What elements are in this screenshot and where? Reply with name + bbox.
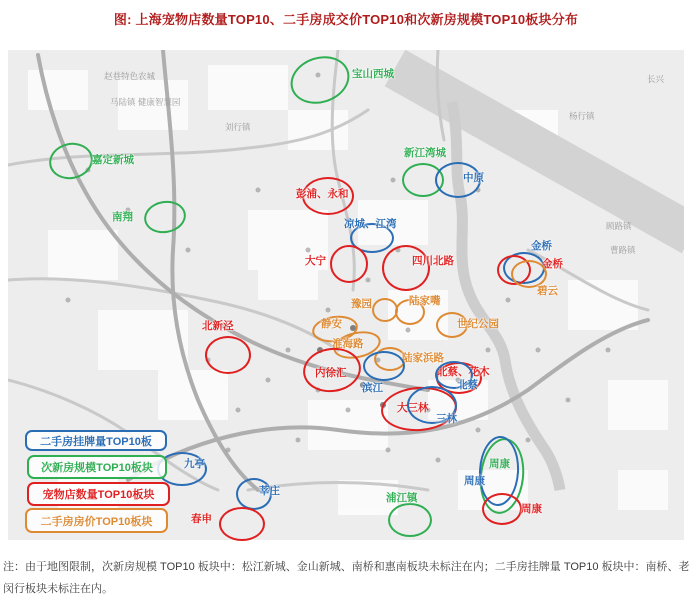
yuyuan-label: 豫园 (351, 298, 372, 310)
legend-orange: 二手房房价TOP10板块 (25, 508, 168, 533)
jiuting-label: 九亭 (184, 458, 205, 470)
legend-green: 次新房规模TOP10板块 (27, 455, 167, 479)
zhoukang-listing-label: 周康 (464, 475, 485, 487)
shanghai-base-map (8, 50, 684, 540)
legend-blue: 二手房挂牌量TOP10板 (25, 430, 167, 451)
beicai-huamu-label: 北蔡、花木 (437, 366, 490, 378)
sanlin-label: 三林 (436, 413, 457, 425)
pujiang-town-label: 浦江镇 (386, 492, 418, 504)
jinqiao-petshop-label: 金桥 (542, 258, 563, 270)
basemap-place-label: 刘行镇 (225, 122, 251, 132)
lujiazui-label: 陆家嘴 (409, 295, 441, 307)
basemap-place-label: 曹路镇 (610, 245, 636, 255)
zhongyuan-label: 中原 (463, 172, 484, 184)
century-park-label: 世纪公园 (457, 318, 499, 330)
sichuan-north-road-label: 四川北路 (412, 255, 454, 267)
jiading-new-town-label: 嘉定新城 (92, 154, 134, 166)
nei-xuhui-label: 内徐汇 (315, 367, 347, 379)
beicai-label: 北蔡 (457, 379, 478, 391)
footnote: 注：由于地图限制，次新房规模 TOP10 板块中：松江新城、金山新城、南桥和惠南板块未标注在内；二手房挂牌量 TOP10 板块中：南桥、老闵行板块未标注在内。 (3, 561, 690, 595)
dasanlin-label: 大三林 (397, 402, 429, 414)
basemap-place-label: 顾路镇 (606, 221, 632, 231)
basemap-place-label: 杨行镇 (569, 111, 595, 121)
nanxiang-label: 南翔 (112, 211, 133, 223)
zhoukang-petshop-label: 周康 (521, 503, 542, 515)
jinqiao-listing-label: 金桥 (531, 240, 552, 252)
xinjiangwan-town-label: 新江湾城 (404, 147, 446, 159)
basemap-place-label: 马陆镇 健康智慧园 (110, 97, 181, 107)
daning-label: 大宁 (305, 255, 326, 267)
zhoukang-newhome-label: 周康 (489, 458, 510, 470)
figure-title: 图: 上海宠物店数量TOP10、二手房成交价TOP10和次新房规模TOP10板块分布 (113, 12, 579, 27)
xinzhuang-label: 莘庄 (259, 485, 280, 497)
chunshen-label: 春申 (191, 513, 212, 525)
jingan-label: 静安 (321, 318, 342, 330)
lujiabang-road-label: 陆家浜路 (402, 352, 444, 364)
liangcheng-jiangwan-label: 凉城、江湾 (344, 218, 397, 230)
legend-red: 宠物店数量TOP10板块 (27, 482, 170, 506)
basemap-place-label: 赵巷特色农城 (104, 71, 156, 81)
binjiang-label: 滨江 (362, 382, 383, 394)
huaihai-road-label: 淮海路 (332, 338, 364, 350)
basemap-place-label: 长兴 (647, 74, 665, 84)
beixinjing-label: 北新泾 (202, 320, 234, 332)
baoshan-west-label: 宝山西城 (352, 68, 394, 80)
biyun-label: 碧云 (537, 285, 558, 297)
pengpu-yonghe-label: 彭浦、永和 (296, 188, 349, 200)
